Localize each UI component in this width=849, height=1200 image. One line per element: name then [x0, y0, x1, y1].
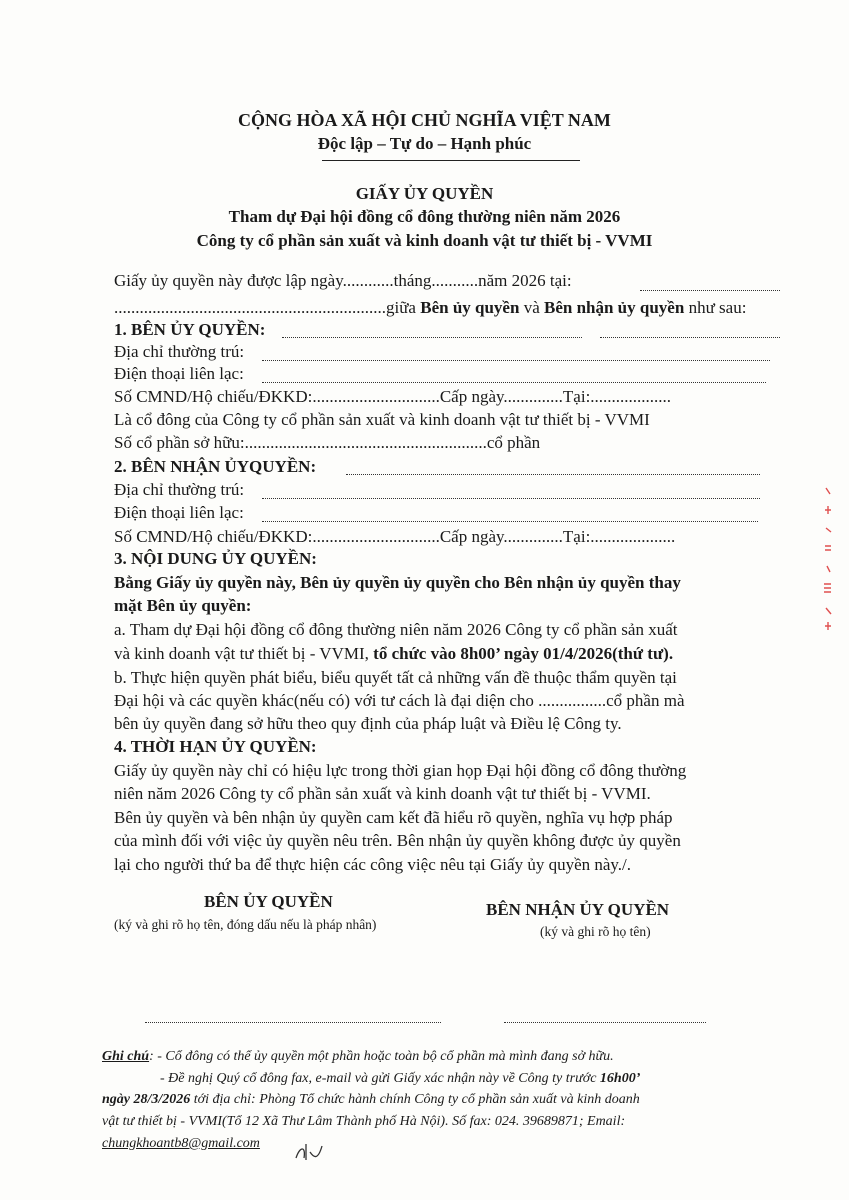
deadline-time: 16h00’ — [599, 1071, 641, 1086]
note-text-3: tới địa chỉ: Phòng Tổ chức hành chính Công ty cổ phần sản xuất và kinh doanh — [190, 1092, 640, 1107]
note-text-2: - Đề nghị Quý cổ đông fax, e-mail và gửi Giấy xác nhận này về Công ty trước — [160, 1071, 600, 1086]
s2-address-dots — [262, 498, 760, 499]
section-2-name-dots — [346, 474, 760, 475]
s3-item-a-prefix: và kinh doanh vật tư thiết bị - VVMI, — [114, 644, 374, 663]
s4-line-4: của mình đối với việc ủy quyền nêu trên. Bên nhận ủy quyền không được ủy quyền — [114, 831, 681, 850]
s2-phone-dots — [262, 521, 758, 522]
national-heading: CỘNG HÒA XÃ HỘI CHỦ NGHĨA VIỆT NAM — [238, 110, 611, 130]
note-line-3 — [102, 1092, 640, 1108]
s3-item-a-line-1: a. Tham dự Đại hội đồng cổ đông thường niên năm 2026 Công ty cổ phần sản xuất — [114, 620, 678, 639]
signer-left-title: BÊN ỦY QUYỀN — [204, 892, 333, 911]
s4-line-1: Giấy ủy quyền này chỉ có hiệu lực trong thời gian họp Đại hội đồng cổ đông thường — [114, 761, 687, 780]
national-motto: Độc lập – Tự do – Hạnh phúc — [317, 134, 532, 153]
intro-suffix: như sau: — [684, 298, 747, 317]
document-title: GIẤY ỦY QUYỀN — [355, 184, 494, 203]
s4-line-2: niên năm 2026 Công ty cổ phần sản xuất và kinh doanh vật tư thiết bị - VVMI. — [114, 784, 651, 803]
note-line-2 — [160, 1071, 640, 1087]
motto-underline — [322, 160, 580, 161]
s3-item-a-line-2 — [114, 644, 673, 664]
signer-right-signature-line — [504, 1022, 706, 1023]
s2-issue-date: Cấp ngày.............. — [439, 527, 563, 546]
note-line-4: vật tư thiết bị - VVMI(Tổ 12 Xã Thư Lâm Thành phố Hà Nội). Số fax: 024. 39689871; Email: — [102, 1114, 626, 1129]
signer-right-title: BÊN NHẬN ỦY QUYỀN — [486, 900, 670, 919]
s1-shares-unit: cổ phần — [486, 433, 541, 452]
note-label: Ghi chú — [102, 1049, 150, 1064]
section-2-heading: 2. BÊN NHẬN ỦYQUYỀN: — [114, 457, 317, 476]
intro-and: và — [519, 298, 544, 317]
note-line-1 — [102, 1049, 614, 1065]
document-subtitle-2: Công ty cổ phần sản xuất và kinh doanh vật tư thiết bị - VVMI — [196, 231, 653, 250]
section-3-heading: 3. NỘI DUNG ỦY QUYỀN: — [114, 549, 317, 568]
s3-item-b-line-1: b. Thực hiện quyền phát biểu, biểu quyết tất cả những vấn đề thuộc thẩm quyền tại — [114, 668, 677, 687]
s1-shares-label: Số cổ phần sở hữu:......................................................... — [114, 433, 487, 452]
intro-dots — [640, 290, 780, 291]
deadline-date: ngày 28/3/2026 — [102, 1092, 191, 1107]
s3-lead-1: Bằng Giấy ủy quyền này, Bên ủy quyền ủy quyền cho Bên nhận ủy quyền thay — [114, 573, 681, 592]
s2-address-label: Địa chỉ thường trú: — [114, 480, 245, 499]
section-1-heading: 1. BÊN ỦY QUYỀN: — [114, 320, 266, 339]
s2-id-row — [114, 527, 675, 547]
signer-left-signature-line — [145, 1022, 441, 1023]
s2-id-label: Số CMND/Hộ chiếu/ĐKKD:.............................. — [114, 527, 440, 546]
s1-address-label: Địa chỉ thường trú: — [114, 342, 245, 361]
party-a-label: Bên ủy quyền — [420, 298, 520, 317]
s4-line-3: Bên ủy quyền và bên nhận ủy quyền cam kết đã hiểu rõ quyền, nghĩa vụ hợp pháp — [114, 808, 673, 827]
contact-email[interactable]: chungkhoantb8@gmail.com — [102, 1136, 260, 1151]
s1-phone-dots — [262, 382, 766, 383]
s1-id-row — [114, 387, 671, 407]
meeting-time: tổ chức vào 8h00’ ngày 01/4/2026(thứ tư). — [373, 644, 674, 663]
red-stamp-marks — [818, 480, 838, 640]
s1-id-label: Số CMND/Hộ chiếu/ĐKKD:.............................. — [114, 387, 440, 406]
section-1-name-dots-2 — [600, 337, 780, 338]
signer-right-note: (ký và ghi rõ họ tên) — [540, 924, 651, 939]
s2-phone-label: Điện thoại liên lạc: — [114, 503, 244, 522]
s1-issue-place: Tại:................... — [562, 387, 672, 406]
s2-issue-place: Tại:.................... — [562, 527, 676, 546]
party-b-label: Bên nhận ủy quyền — [543, 298, 685, 317]
document-subtitle-1: Tham dự Đại hội đồng cổ đông thường niên năm 2026 — [228, 207, 621, 226]
intro-line-2 — [114, 298, 746, 318]
note-text-1: : - Cổ đông có thể ủy quyền một phần hoặc toàn bộ cổ phần mà mình đang sở hữu. — [149, 1049, 614, 1064]
s1-address-dots — [262, 360, 770, 361]
s3-lead-2: mặt Bên ủy quyền: — [114, 596, 252, 615]
s1-shares-row — [114, 433, 540, 453]
s1-shareholder-line: Là cổ đông của Công ty cổ phần sản xuất và kinh doanh vật tư thiết bị - VVMI — [114, 410, 650, 429]
initials-scribble — [292, 1138, 332, 1168]
s1-phone-label: Điện thoại liên lạc: — [114, 364, 244, 383]
intro-line-1: Giấy ủy quyền này được lập ngày............tháng...........năm 2026 tại: — [114, 271, 572, 290]
s3-item-b-line-2: Đại hội và các quyền khác(nếu có) với tư cách là đại diện cho ................cổ phần mà — [114, 691, 685, 710]
s1-issue-date: Cấp ngày.............. — [439, 387, 563, 406]
section-4-heading: 4. THỜI HẠN ỦY QUYỀN: — [114, 737, 317, 756]
intro-prefix: ................................................................giữa — [114, 298, 421, 317]
section-1-name-dots — [282, 337, 582, 338]
signer-left-note: (ký và ghi rõ họ tên, đóng dấu nếu là pháp nhân) — [114, 917, 377, 932]
s3-item-b-line-3: bên ủy quyền đang sở hữu theo quy định của pháp luật và Điều lệ Công ty. — [114, 714, 622, 733]
s4-line-5: lại cho người thứ ba để thực hiện các công việc nêu tại Giấy ủy quyền này./. — [114, 855, 632, 874]
